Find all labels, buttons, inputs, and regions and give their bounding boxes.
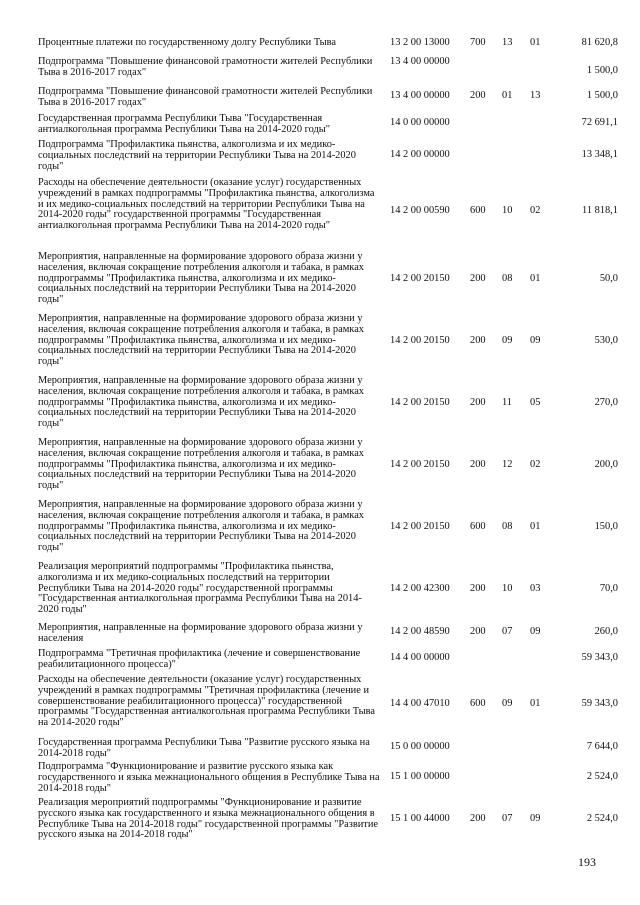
row-pr: 01	[530, 37, 541, 48]
row-code: 15 1 00 44000	[390, 813, 450, 824]
row-amount: 2 524,0	[586, 813, 618, 824]
row-pr: 13	[530, 90, 541, 101]
row-name: Процентные платежи по государственному долгу Республики Тыва	[38, 37, 337, 48]
row-vr: 200	[470, 583, 486, 594]
row-pr: 03	[530, 583, 541, 594]
row-name: Подпрограмма "Функционирование и развитие русского языка как государственного и языка межнационального общения в Республике Тыва на 2014-2018 годы"	[38, 761, 380, 794]
row-amount: 7 644,0	[586, 741, 618, 752]
row-code: 14 2 00 20150	[390, 459, 450, 470]
row-name: Мероприятия, направленные на формирование здорового образа жизни у населения, включая сокращение потребления алкоголя и табака, в рамках подпрограммы "Профилактика пьянства, алкоголизма и их медико-социальных последствий на территории Республики Тыва на 2014-2020 годы"	[38, 375, 365, 430]
row-name: Подпрограмма "Повышение финансовой грамотности жителей Республики Тыва в 2016-2017 годах"	[38, 56, 373, 78]
row-code: 14 2 00 42300	[390, 583, 450, 594]
row-rz: 08	[502, 273, 513, 284]
row-amount: 13 348,1	[581, 149, 618, 160]
row-vr: 600	[470, 698, 486, 709]
row-vr: 200	[470, 273, 486, 284]
row-pr: 09	[530, 813, 541, 824]
row-code: 13 4 00 00000	[390, 90, 450, 101]
row-code: 15 0 00 00000	[390, 741, 450, 752]
row-name: Мероприятия, направленные на формирование здорового образа жизни у населения, включая сокращение потребления алкоголя и табака, в рамках подпрограммы "Профилактика пьянства, алкоголизма и их медико-социальных последствий на территории Республики Тыва на 2014-2020 годы"	[38, 313, 365, 368]
row-amount: 1 500,0	[586, 65, 618, 76]
row-name: Подпрограмма "Профилактика пьянства, алкоголизма и их медико-социальных последствий на территории Республики Тыва на 2014-2020 годы"	[38, 139, 356, 172]
row-name: Подпрограмма "Третичная профилактика (лечение и совершенствование реабилитационного процесса)"	[38, 648, 361, 670]
row-rz: 01	[502, 90, 513, 101]
row-rz: 07	[502, 813, 513, 824]
row-name: Реализация мероприятий подпрограммы "Профилактика пьянства, алкоголизма и их медико-социальных последствий на территории Республики Тыва на 2014-2020 годы" государственной программы "Государственная антиалкогольная программа Республики Тыва на 2014-2020 годы"	[38, 561, 362, 616]
row-pr: 02	[530, 459, 541, 470]
row-amount: 59 343,0	[581, 698, 618, 709]
row-name: Расходы на обеспечение деятельности (оказание услуг) государственных учреждений в рамках подпрограммы "Профилактика пьянства, алкоголизма и их медико-социальных последствий на территории Республики Тыва на 2014-2020 годы" государственной программы "Государственная антиалкогольная программа Республики Тыва на 2014-2020 годы"	[38, 177, 375, 232]
row-amount: 72 691,1	[581, 117, 618, 128]
row-code: 14 2 00 20150	[390, 273, 450, 284]
row-code: 14 2 00 20150	[390, 397, 450, 408]
row-vr: 600	[470, 521, 486, 532]
page-number: 193	[578, 855, 596, 869]
row-pr: 09	[530, 335, 541, 346]
row-name: Реализация мероприятий подпрограммы "Функционирование и развитие русского языка как государственного и языка межнационального общения в Республике Тыва на 2014-2018 годы" государственной программы "Развитие русского языка на 2014-2018 годы"	[38, 797, 379, 841]
row-name: Подпрограмма "Повышение финансовой грамотности жителей Республики Тыва в 2016-2017 годах"	[38, 86, 373, 108]
row-name: Государственная программа Республики Тыва "Государственная антиалкогольная программа Республики Тыва на 2014-2020 годы"	[38, 113, 331, 135]
row-name: Расходы на обеспечение деятельности (оказание услуг) государственных учреждений в рамках подпрограммы "Третичная профилактика (лечение и совершенствование реабилитационного процесса)" государственной программы "Государственная антиалкогольная программа Республики Тыва на 2014-2020 годы"	[38, 674, 376, 729]
row-amount: 50,0	[599, 273, 618, 284]
row-vr: 700	[470, 37, 486, 48]
row-amount: 81 620,8	[581, 37, 618, 48]
row-rz: 10	[502, 583, 513, 594]
row-code: 14 2 00 20150	[390, 521, 450, 532]
row-name: Мероприятия, направленные на формирование здорового образа жизни у населения, включая сокращение потребления алкоголя и табака, в рамках подпрограммы "Профилактика пьянства, алкоголизма и их медико-социальных последствий на территории Республики Тыва на 2014-2020 годы"	[38, 437, 365, 492]
row-rz: 10	[502, 205, 513, 216]
row-code: 14 4 00 47010	[390, 698, 450, 709]
row-code: 14 2 00 00000	[390, 149, 450, 160]
row-amount: 530,0	[594, 335, 618, 346]
row-vr: 200	[470, 626, 486, 637]
row-amount: 1 500,0	[586, 90, 618, 101]
row-code: 14 4 00 00000	[390, 652, 450, 663]
row-pr: 05	[530, 397, 541, 408]
row-pr: 01	[530, 273, 541, 284]
row-amount: 260,0	[594, 626, 618, 637]
row-vr: 600	[470, 205, 486, 216]
row-rz: 09	[502, 698, 513, 709]
row-name: Государственная программа Республики Тыва "Развитие русского языка на 2014-2018 годы"	[38, 737, 370, 759]
row-vr: 200	[470, 335, 486, 346]
row-amount: 70,0	[599, 583, 618, 594]
row-code: 14 2 00 00590	[390, 205, 450, 216]
row-amount: 150,0	[594, 521, 618, 532]
row-name: Мероприятия, направленные на формирование здорового образа жизни у населения	[38, 622, 363, 644]
row-code: 14 0 00 00000	[390, 117, 450, 128]
row-amount: 270,0	[594, 397, 618, 408]
row-code: 13 4 00 00000	[390, 56, 450, 67]
row-code: 14 2 00 20150	[390, 335, 450, 346]
row-code: 14 2 00 48590	[390, 626, 450, 637]
row-pr: 01	[530, 521, 541, 532]
row-vr: 200	[470, 397, 486, 408]
row-pr: 02	[530, 205, 541, 216]
row-vr: 200	[470, 813, 486, 824]
row-vr: 200	[470, 459, 486, 470]
row-pr: 09	[530, 626, 541, 637]
row-name: Мероприятия, направленные на формирование здорового образа жизни у населения, включая сокращение потребления алкоголя и табака, в рамках подпрограммы "Профилактика пьянства, алкоголизма и их медико-социальных последствий на территории Республики Тыва на 2014-2020 годы"	[38, 251, 365, 306]
row-rz: 07	[502, 626, 513, 637]
row-code: 15 1 00 00000	[390, 771, 450, 782]
row-rz: 12	[502, 459, 513, 470]
row-pr: 01	[530, 698, 541, 709]
row-rz: 13	[502, 37, 513, 48]
row-vr: 200	[470, 90, 486, 101]
row-rz: 08	[502, 521, 513, 532]
row-name: Мероприятия, направленные на формирование здорового образа жизни у населения, включая сокращение потребления алкоголя и табака, в рамках подпрограммы "Профилактика пьянства, алкоголизма и их медико-социальных последствий на территории Республики Тыва на 2014-2020 годы"	[38, 499, 365, 554]
row-code: 13 2 00 13000	[390, 37, 450, 48]
row-rz: 11	[502, 397, 513, 408]
row-amount: 200,0	[594, 459, 618, 470]
row-amount: 2 524,0	[586, 771, 618, 782]
row-amount: 59 343,0	[581, 652, 618, 663]
row-amount: 11 818,1	[582, 205, 618, 216]
row-rz: 09	[502, 335, 513, 346]
